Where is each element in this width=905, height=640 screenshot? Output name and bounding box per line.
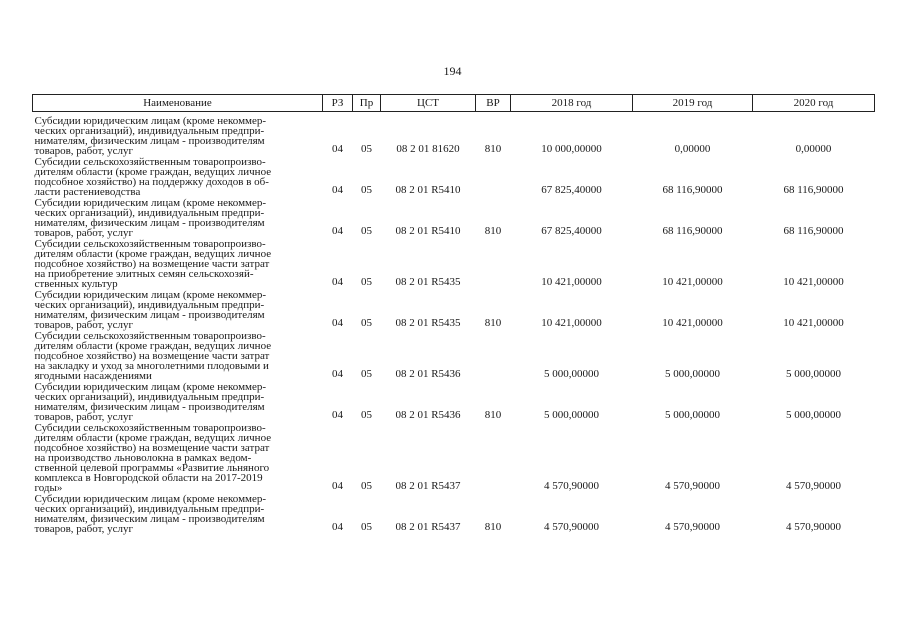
column-header-2018: 2018 год	[511, 95, 633, 112]
row-value-2018: 5 000,00000	[544, 368, 599, 380]
table-row	[33, 494, 875, 535]
row-value-2018: 4 570,90000	[544, 480, 599, 492]
row-vr: 810	[484, 317, 502, 329]
row-vr: 810	[484, 143, 502, 155]
table-row	[33, 290, 875, 331]
row-value-2020: 0,00000	[795, 143, 832, 155]
column-header-2019: 2019 год	[633, 95, 753, 112]
row-name: Субсидии юридическим лицам (кроме некоммер- ческих организаций), индивидуальным предпри- нимателям, физическим лицам - производителям товаров, работ, услуг	[34, 289, 267, 331]
row-value-2018: 4 570,90000	[544, 521, 599, 533]
row-value-2019: 5 000,00000	[665, 409, 720, 421]
row-value-2018: 67 825,40000	[541, 225, 602, 237]
table-header	[33, 95, 875, 112]
row-vr	[476, 331, 511, 382]
row-value-2018: 5 000,00000	[544, 409, 599, 421]
table-row	[33, 239, 875, 290]
row-value-2020: 5 000,00000	[786, 368, 841, 380]
page-number: 194	[443, 64, 462, 78]
column-header-cst: ЦСТ	[381, 95, 476, 112]
row-rz: 04	[332, 368, 343, 380]
row-vr: 810	[484, 521, 502, 533]
row-cst: 08 2 01 R5410	[395, 184, 461, 196]
row-value-2019: 0,00000	[674, 143, 711, 155]
row-cst: 08 2 01 R5436	[395, 368, 461, 380]
row-value-2020: 4 570,90000	[786, 521, 841, 533]
row-value-2019: 4 570,90000	[665, 480, 720, 492]
row-name: Субсидии сельскохозяйственным товаропроизво- дителям области (кроме граждан, ведущих личное подсобное хозяйство) на возмещение части затрат на приобретение элитных семян сельскохозяй- ственных культур	[34, 238, 272, 290]
column-header-2020: 2020 год	[753, 95, 875, 112]
row-name: Субсидии сельскохозяйственным товаропроизво- дителям области (кроме граждан, ведущих личное подсобное хозяйство) на поддержку доходов в об- ласти растениеводства	[34, 156, 272, 198]
table-row	[33, 116, 875, 157]
row-name: Субсидии юридическим лицам (кроме некоммер- ческих организаций), индивидуальным предпри- нимателям, физическим лицам - производителям товаров, работ, услуг	[34, 115, 267, 157]
row-value-2020: 10 421,00000	[783, 317, 844, 329]
row-rz: 04	[332, 480, 343, 492]
row-rz: 04	[332, 276, 343, 288]
row-value-2020: 68 116,90000	[783, 225, 844, 237]
row-value-2019: 5 000,00000	[665, 368, 720, 380]
row-vr: 810	[484, 409, 502, 421]
row-value-2018: 10 421,00000	[541, 276, 602, 288]
row-value-2020: 4 570,90000	[786, 480, 841, 492]
row-cst: 08 2 01 R5435	[395, 276, 461, 288]
row-cst: 08 2 01 R5437	[395, 521, 461, 533]
row-value-2018: 67 825,40000	[541, 184, 602, 196]
row-vr	[476, 423, 511, 494]
row-rz: 04	[332, 184, 343, 196]
row-cst: 08 2 01 R5410	[395, 225, 461, 237]
table-row	[33, 382, 875, 423]
row-vr	[476, 157, 511, 198]
row-cst: 08 2 01 81620	[396, 143, 460, 155]
row-rz: 04	[332, 409, 343, 421]
row-cst: 08 2 01 R5436	[395, 409, 461, 421]
row-value-2019: 10 421,00000	[662, 276, 723, 288]
row-name: Субсидии юридическим лицам (кроме некоммер- ческих организаций), индивидуальным предпри- нимателям, физическим лицам - производителям товаров, работ, услуг	[34, 197, 267, 239]
row-value-2020: 10 421,00000	[783, 276, 844, 288]
row-rz: 04	[332, 521, 343, 533]
row-pr: 05	[361, 480, 372, 492]
row-name: Субсидии сельскохозяйственным товаропроизво- дителям области (кроме граждан, ведущих личное подсобное хозяйство) на возмещение части затрат на закладку и уход за многолетними плодовыми и ягодными насаждениями	[34, 330, 272, 382]
table-row	[33, 198, 875, 239]
row-vr	[476, 239, 511, 290]
row-value-2019: 68 116,90000	[662, 184, 723, 196]
row-cst: 08 2 01 R5437	[395, 480, 461, 492]
row-name: Субсидии юридическим лицам (кроме некоммер- ческих организаций), индивидуальным предпри- нимателям, физическим лицам - производителям товаров, работ, услуг	[34, 493, 267, 535]
column-header-vr: ВР	[476, 95, 511, 112]
row-vr: 810	[484, 225, 502, 237]
row-value-2018: 10 421,00000	[541, 317, 602, 329]
row-rz: 04	[332, 225, 343, 237]
row-pr: 05	[361, 409, 372, 421]
row-value-2020: 5 000,00000	[786, 409, 841, 421]
column-header-name: Наименование	[33, 95, 323, 112]
table-body	[33, 112, 875, 536]
row-cst: 08 2 01 R5435	[395, 317, 461, 329]
row-pr: 05	[361, 317, 372, 329]
table-row	[33, 331, 875, 382]
row-value-2019: 10 421,00000	[662, 317, 723, 329]
column-header-pr: Пр	[353, 95, 381, 112]
header-row	[33, 95, 875, 112]
row-pr: 05	[361, 368, 372, 380]
row-value-2019: 4 570,90000	[665, 521, 720, 533]
table-row	[33, 157, 875, 198]
row-name: Субсидии сельскохозяйственным товаропроизво- дителям области (кроме граждан, ведущих личное подсобное хозяйство) на возмещение части затрат на производство льноволокна в рамках ведом- ственной целевой программы «Развитие льняного комплекса в Новгородской области на 2017-2019 годы»	[34, 422, 272, 494]
row-value-2019: 68 116,90000	[662, 225, 723, 237]
row-rz: 04	[332, 143, 343, 155]
column-header-rz: РЗ	[323, 95, 353, 112]
row-value-2020: 68 116,90000	[783, 184, 844, 196]
budget-table	[32, 94, 875, 535]
row-pr: 05	[361, 184, 372, 196]
row-pr: 05	[361, 521, 372, 533]
row-rz: 04	[332, 317, 343, 329]
row-value-2018: 10 000,00000	[541, 143, 602, 155]
table-row	[33, 423, 875, 494]
row-name: Субсидии юридическим лицам (кроме некоммер- ческих организаций), индивидуальным предпри- нимателям, физическим лицам - производителям товаров, работ, услуг	[34, 381, 267, 423]
row-pr: 05	[361, 276, 372, 288]
row-pr: 05	[361, 143, 372, 155]
row-pr: 05	[361, 225, 372, 237]
